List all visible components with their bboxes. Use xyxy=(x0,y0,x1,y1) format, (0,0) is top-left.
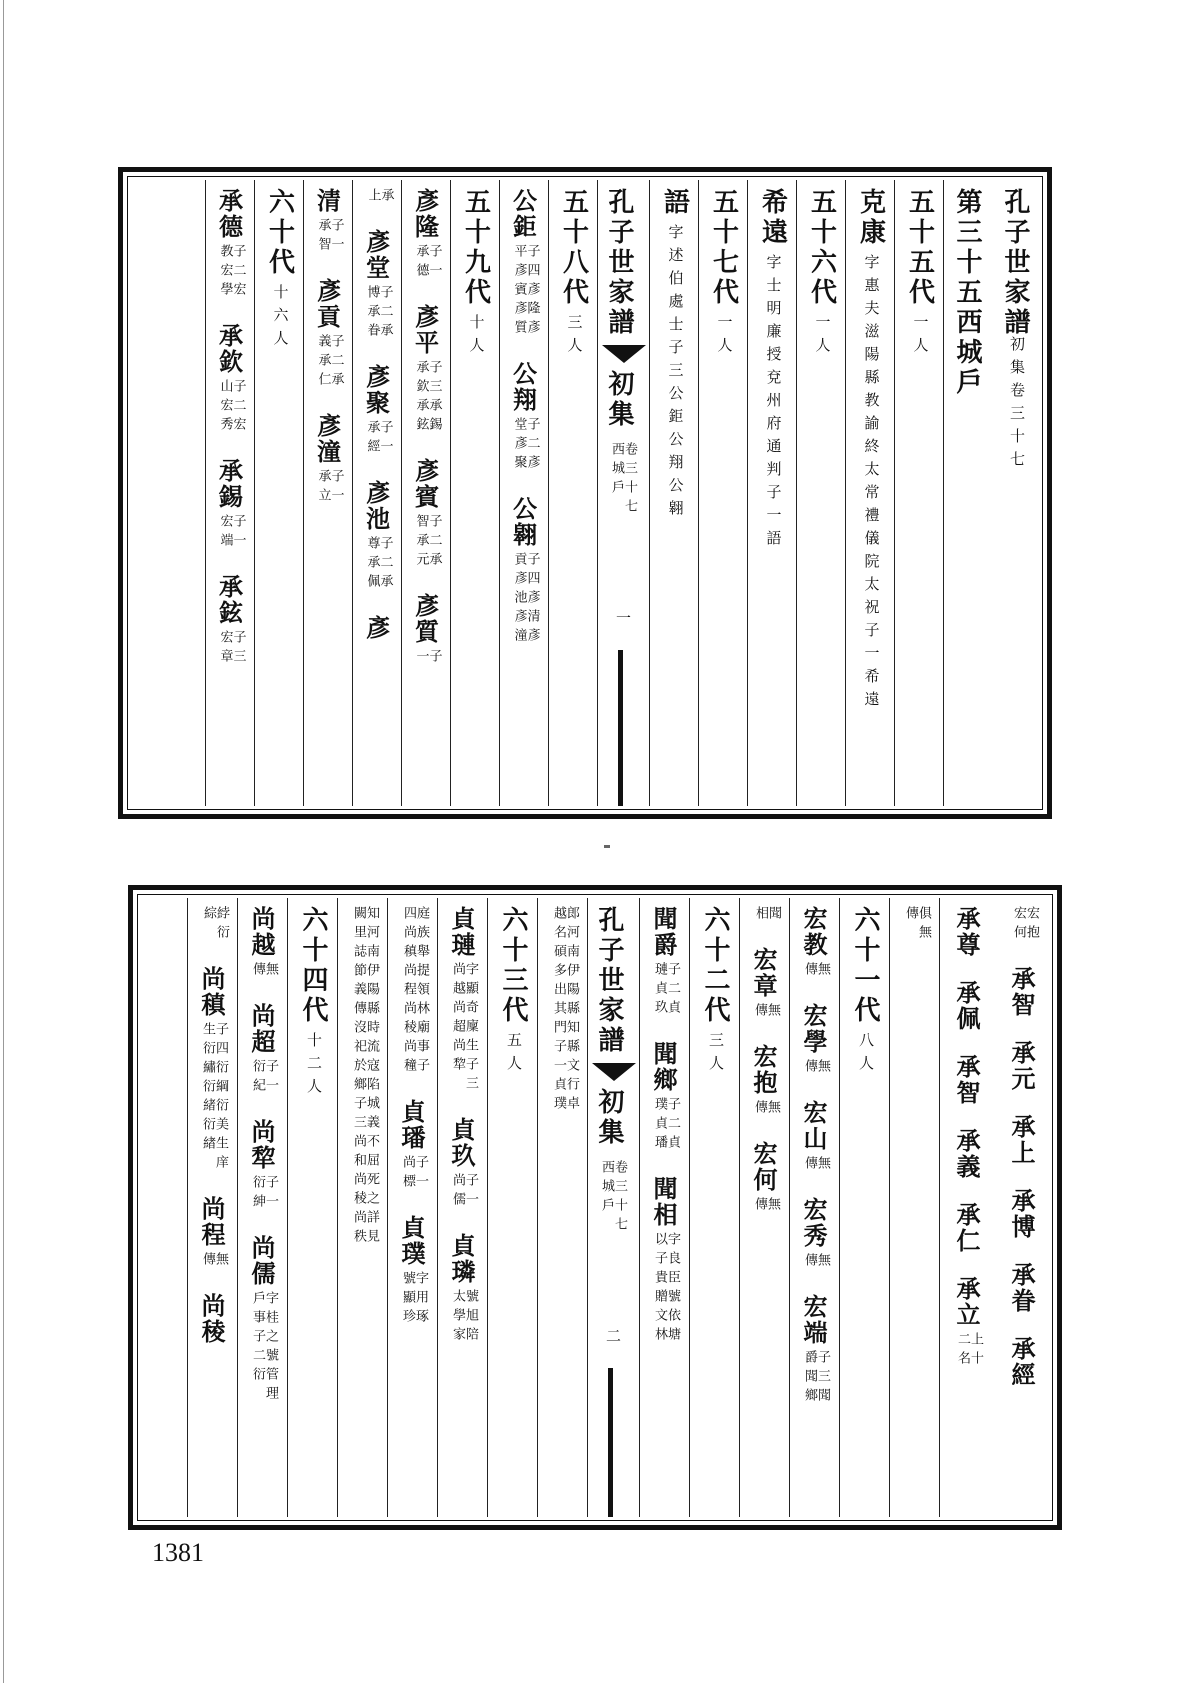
text-column xyxy=(499,180,548,806)
person-name: 彥質 xyxy=(410,593,440,645)
person-name: 承尊 xyxy=(952,906,981,958)
text-column xyxy=(548,180,597,806)
person-name: 尚越 xyxy=(247,906,276,958)
person-name: 尚儒 xyxy=(247,1235,276,1287)
text-column xyxy=(789,898,839,1517)
text-column xyxy=(689,898,739,1517)
spine-page-number: 一 xyxy=(614,610,632,633)
text-column xyxy=(739,898,789,1517)
person-name: 承仁 xyxy=(952,1202,981,1254)
header-column xyxy=(992,180,1041,806)
person-name: 承義 xyxy=(952,1128,981,1180)
text-column xyxy=(337,898,387,1517)
person-note: 字用琢號顯珍 xyxy=(400,1271,428,1328)
text-column xyxy=(939,898,995,1517)
person-note: 子二承智承元 xyxy=(413,514,442,571)
person-note: 子二承尊承佩 xyxy=(364,536,393,593)
person-note: 子二貞璉貞玖 xyxy=(652,962,680,1019)
person-name: 聞爵 xyxy=(649,906,678,958)
generation-heading: 五十七代 xyxy=(708,188,739,308)
text-column xyxy=(401,180,450,806)
person-name: 彥聚 xyxy=(361,364,391,416)
person-note: 無傳 xyxy=(802,1059,830,1078)
person-note: 子一承經 xyxy=(364,420,393,458)
spine-bar xyxy=(608,1368,613,1517)
person-note: 號旭陪太學家 xyxy=(450,1289,478,1346)
spine-fishtail-mark xyxy=(592,1063,636,1081)
person-note: 無傳 xyxy=(752,1003,780,1022)
text-column xyxy=(796,180,845,806)
text-column xyxy=(894,180,943,806)
person-note: 子一尚標 xyxy=(400,1155,428,1193)
generation-count: 五人 xyxy=(505,1032,523,1078)
generation-count: 一人 xyxy=(813,314,832,360)
text-column xyxy=(839,898,889,1517)
text-column xyxy=(995,898,1051,1517)
person-note: 子二貞璞貞璠 xyxy=(652,1097,680,1154)
person-name: 貞璘 xyxy=(447,1233,476,1285)
text-column xyxy=(845,180,894,806)
generation-count: 三人 xyxy=(565,314,584,360)
person-note: 子一宏端 xyxy=(217,514,246,552)
person-name: 尚超 xyxy=(247,1003,276,1055)
text-column xyxy=(237,898,287,1517)
person-note: 子四彥清彥貢彥池彥潼 xyxy=(511,552,540,647)
person-name: 承佩 xyxy=(952,980,981,1032)
person-note: 無傳 xyxy=(802,1253,830,1272)
person-name: 承欽 xyxy=(214,323,244,375)
spine-volume: 初集 xyxy=(594,1088,624,1148)
person-name: 承立 xyxy=(952,1276,981,1328)
person-name: 貞璉 xyxy=(447,906,476,958)
person-name: 宏章 xyxy=(749,947,778,999)
generation-heading: 六十三代 xyxy=(498,906,528,1026)
text-column xyxy=(698,180,747,806)
person-name: 彥平 xyxy=(410,304,440,356)
person-name: 彥賓 xyxy=(410,458,440,510)
person-note: 無傳 xyxy=(752,1100,780,1119)
person-name: 彥潼 xyxy=(312,413,342,465)
person-note: 無傳 xyxy=(200,1252,228,1271)
spine-column xyxy=(597,180,649,806)
person-name: 聞鄉 xyxy=(649,1041,678,1093)
spine-note: 卷三十七 西城戶 xyxy=(609,442,637,518)
person-note: 庭族舉提領林廟事子四尚稹尚程尚稜尚穜 xyxy=(401,906,429,1077)
person-note: 無傳 xyxy=(250,962,278,981)
person-name: 貞玖 xyxy=(447,1117,476,1169)
generation-heading: 五十五代 xyxy=(904,188,935,308)
generation-count: 八人 xyxy=(857,1032,875,1078)
person-name: 承眷 xyxy=(1007,1262,1036,1314)
text-column xyxy=(187,898,237,1517)
person-name: 宏秀 xyxy=(799,1197,828,1249)
text-column xyxy=(639,898,689,1517)
person-note: 子一承立 xyxy=(315,469,344,507)
person-note: 綍衍綜 xyxy=(201,906,229,944)
person-note: 俱無傳 xyxy=(903,906,931,944)
person-note: 知河南伊陽縣時流寇陷城義不屈死之詳見闕里誌節義傳沒祀於鄉子三尚和尚稜尚秩 xyxy=(351,906,379,1248)
text-column xyxy=(287,898,337,1517)
section-title-column xyxy=(943,180,992,806)
generation-count: 十人 xyxy=(467,314,486,360)
person-name: 承元 xyxy=(1007,1040,1036,1092)
person-name: 貞璠 xyxy=(397,1099,426,1151)
person-name: 貞璞 xyxy=(397,1215,426,1267)
person-name: 承德 xyxy=(214,188,244,240)
person-name: 承鉉 xyxy=(214,574,244,626)
person-note: 宏抱宏何 xyxy=(1011,906,1039,944)
person-note: 子一承智 xyxy=(315,218,344,256)
person-note: 子二承義承仁 xyxy=(315,334,344,391)
person-note: 子一衍紳 xyxy=(250,1175,278,1213)
generation-count: 一人 xyxy=(911,314,930,360)
generation-count: 十二人 xyxy=(305,1032,323,1101)
person-name: 彥貢 xyxy=(312,278,342,330)
person-note: 子三宏章 xyxy=(217,630,246,668)
person-note: 承上 xyxy=(365,188,394,207)
person-name: 宏何 xyxy=(749,1141,778,1193)
text-column xyxy=(352,180,401,806)
person-name: 彥 xyxy=(361,615,391,641)
person-name: 公翱 xyxy=(508,496,538,548)
spine-fishtail-mark xyxy=(602,345,646,363)
person-name: 宏學 xyxy=(799,1003,828,1055)
person-note: 字桂之號管理戶事子二衍 xyxy=(250,1291,278,1405)
generation-count: 字士明廉授兗州府通判子一語 xyxy=(764,254,783,553)
person-note: 字良臣號依塘以子貴贈文林 xyxy=(652,1232,680,1346)
page-edge-rule xyxy=(3,0,4,1683)
person-note: 子三承錫承欽承鉉 xyxy=(413,360,442,436)
volume-label: 初集卷三十七 xyxy=(1008,336,1026,474)
person-name: 尚稜 xyxy=(197,1293,226,1345)
spine-title: 孔子世家譜 xyxy=(594,906,624,1056)
person-name: 宏端 xyxy=(799,1294,828,1346)
person-name: 宏山 xyxy=(799,1100,828,1152)
text-column xyxy=(303,180,352,806)
generation-heading: 克康 xyxy=(855,188,886,248)
generation-heading: 六十四代 xyxy=(298,906,328,1026)
text-column xyxy=(437,898,487,1517)
section-title: 第三十五西城戶 xyxy=(952,188,982,398)
person-name: 公鉅 xyxy=(508,188,538,240)
top-page-frame xyxy=(118,167,1052,819)
person-name: 聞相 xyxy=(649,1176,678,1228)
text-column xyxy=(205,180,254,806)
person-note: 子四彥隆彥平彥賓彥質 xyxy=(511,244,540,339)
text-column xyxy=(254,180,303,806)
person-name: 承智 xyxy=(1007,966,1036,1018)
spine-column xyxy=(587,898,639,1517)
person-name: 彥池 xyxy=(361,480,391,532)
person-note: 郎河南伊陽縣知縣文行卓越名碩多出其門子一貞璞 xyxy=(551,906,579,1115)
center-mark xyxy=(604,845,610,848)
text-column xyxy=(649,180,698,806)
person-note: 子一承德 xyxy=(413,244,442,282)
person-name: 承經 xyxy=(1007,1336,1036,1388)
generation-count: 三人 xyxy=(707,1032,725,1078)
person-name: 尚犂 xyxy=(247,1119,276,1171)
person-note: 子三聞爵聞鄉 xyxy=(802,1350,830,1407)
bottom-page-frame xyxy=(128,885,1062,1530)
generation-heading: 希遠 xyxy=(757,188,788,248)
person-name: 承博 xyxy=(1007,1188,1036,1240)
person-name: 承上 xyxy=(1007,1114,1036,1166)
person-name: 尚程 xyxy=(197,1196,226,1248)
spine-volume: 初集 xyxy=(604,370,634,430)
person-name: 宏教 xyxy=(799,906,828,958)
person-name: 彥隆 xyxy=(410,188,440,240)
generation-heading: 五十八代 xyxy=(558,188,589,308)
text-column xyxy=(450,180,499,806)
spine-note: 卷三十七 西城戶 xyxy=(599,1160,627,1236)
text-column xyxy=(747,180,796,806)
spine-title: 孔子世家譜 xyxy=(604,188,634,338)
person-note: 無傳 xyxy=(802,1156,830,1175)
generation-count: 字述伯處士子三公鉅公翔公翱 xyxy=(666,224,685,523)
generation-heading: 五十六代 xyxy=(806,188,837,308)
person-note: 子一尚儒 xyxy=(450,1173,478,1211)
generation-heading: 五十九代 xyxy=(460,188,491,308)
generation-count: 一人 xyxy=(715,314,734,360)
text-column xyxy=(387,898,437,1517)
spine-page-number: 二 xyxy=(604,1328,622,1351)
person-note: 無傳 xyxy=(752,1197,780,1216)
person-note: 子二宏山宏秀 xyxy=(217,379,246,436)
person-note: 聞相 xyxy=(753,906,781,925)
person-note: 子四衍綱衍美生庠生衍繡衍緒衍緖 xyxy=(200,1022,228,1174)
person-name: 承智 xyxy=(952,1054,981,1106)
person-name: 清 xyxy=(312,188,342,214)
person-note: 字顯奇廩生子三尚越尚超尚犂 xyxy=(450,962,478,1095)
person-note: 無傳 xyxy=(802,962,830,981)
person-note: 上十二名 xyxy=(955,1332,983,1370)
person-name: 公翔 xyxy=(508,361,538,413)
person-note: 子一衍紀 xyxy=(250,1059,278,1097)
person-note: 子一 xyxy=(413,649,442,668)
spine-bar xyxy=(618,650,623,806)
person-name: 彥堂 xyxy=(361,229,391,281)
person-note: 子二宏教宏學 xyxy=(217,244,246,301)
generation-count: 字惠夫滋陽縣教諭終太常禮儀院太祝子一希遠 xyxy=(862,254,881,714)
generation-heading: 語 xyxy=(659,188,690,218)
generation-heading: 六十代 xyxy=(264,188,295,278)
person-name: 承錫 xyxy=(214,458,244,510)
text-column xyxy=(537,898,587,1517)
person-name: 宏抱 xyxy=(749,1044,778,1096)
book-title: 孔子世家譜 xyxy=(1000,188,1030,338)
page-number: 1381 xyxy=(152,1538,204,1567)
person-note: 子二彥堂彥聚 xyxy=(511,417,540,474)
text-column xyxy=(889,898,939,1517)
generation-heading: 六十二代 xyxy=(700,906,730,1026)
text-column xyxy=(487,898,537,1517)
person-name: 尚稹 xyxy=(197,966,226,1018)
person-note: 子二承博承眷 xyxy=(364,285,393,342)
generation-count: 十六人 xyxy=(271,284,290,353)
generation-heading: 六十一代 xyxy=(850,906,880,1026)
